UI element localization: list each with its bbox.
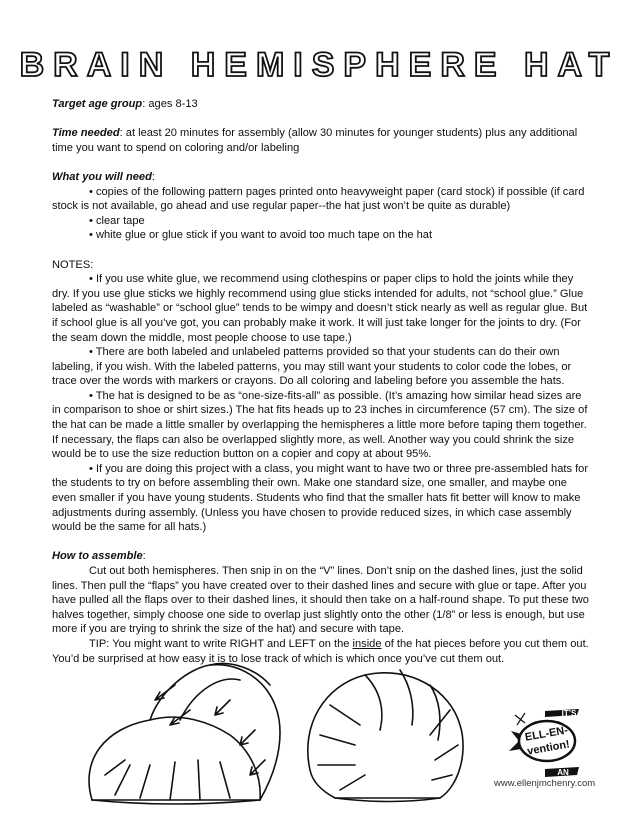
notes-heading: NOTES: xyxy=(52,258,94,271)
ellenvention-logo xyxy=(505,705,585,783)
right-hemisphere-drawing xyxy=(308,670,463,802)
logo-line-1: IT’S xyxy=(561,709,577,718)
logo-line-4: AN xyxy=(557,768,569,777)
time-needed-value: : at least 20 minutes for assembly (allow 30 minutes for younger students) plus any additional time you want to spend on coloring and/or labeling xyxy=(52,127,578,154)
note-item-2: • There are both labeled and unlabeled patterns provided so that your students can do their own labeling, if you wish. With the labeled patterns, you may still want your students to color code the lobes, or trace over the words with markers or crayons. Do all coloring and labeling before you assemble the hats. xyxy=(52,346,572,388)
time-needed-label: Time needed xyxy=(52,127,120,140)
need-item-3: • white glue or glue stick if you want to avoid too much tape on the hat xyxy=(89,229,433,242)
how-to-assemble-heading: How to assemble: xyxy=(52,550,146,563)
left-hemisphere-drawing xyxy=(89,664,280,804)
logo-line-3: vention! xyxy=(526,738,571,758)
tip-paragraph: TIP: You might want to write RIGHT and LEFT on the inside of the hat pieces before you cut them out. You’d be surprised at how easy it is to lose track of which is which once you’ve cut them out. xyxy=(52,637,589,665)
time-needed-line xyxy=(52,126,592,155)
need-item-1: • copies of the following pattern pages printed onto heavyweight paper (card stock) if possible (if card stock is not available, go ahead and use regular paper--the hat just won’t be quite as durable) xyxy=(52,185,585,213)
what-you-need-heading: What you will need: xyxy=(52,170,155,183)
website-url: www.ellenjmchenry.com xyxy=(494,778,596,789)
note-item-1: • If you use white glue, we recommend using clothespins or paper clips to hold the joints while they dry. If you use glue sticks we highly recommend using glue sticks intended for adults, not “school glue.” Glue labeled as “washable” or “school glue” tends to be wimpy and doesn’t stick nearly as well as regular glue. But if school glue is all you’ve got, you can probably make it work. It will just take longer for the joints to dry. (For the seam down the middle, most people choose to use tape.) xyxy=(52,273,588,344)
note-item-4: • If you are doing this project with a class, you might want to have two or three pre-assembled hats for the students to try on before assembling their own. Make one standard size, one smaller, and maybe one even smaller if you have young students. Students who find that the smaller hats fit better will know to make adjustments during assembly. (Unless you have chosen to provide reduced sizes, in which case assembly would be the same for all hats.) xyxy=(52,462,589,534)
assemble-paragraph: Cut out both hemispheres. Then snip in on the “V” lines. Don’t snip on the dashed lines, just the solid lines. Then pull the “flaps” you have created over to their dashed lines and secure with glue or tape. After you have pulled all the flaps over to their dashed lines, it should then take on a half-round shape. To put these two halves together, simply choose one side to overlap just slightly onto the other (1/8” or less is enough, but use more if you are trying to shrink the size of the hat) and secure with tape. xyxy=(52,565,589,636)
hat-illustration xyxy=(80,650,500,810)
target-age-value: : ages 8-13 xyxy=(142,98,198,110)
tip-underlined-word: inside xyxy=(352,637,382,650)
note-item-3: • The hat is designed to be as “one-size-fits-all” as possible. (It’s amazing how similar head sizes are in comparison to shoe or shirt sizes.) The hat fits heads up to 23 inches in circumference (57 cm). The size of the hat can be made a little smaller by overlapping the hemispheres a little more before taping them together. If necessary, the flaps can also be overlapped slightly more, as well. Another way you could shrink the size would be to use the size reduction button on a copier and copy at about 95%. xyxy=(52,389,588,461)
what-you-need-label: What you will need xyxy=(52,170,152,183)
page-title xyxy=(0,40,638,90)
page-title-text: BRAIN HEMISPHERE HAT xyxy=(19,46,619,84)
target-age-line xyxy=(52,97,592,112)
how-to-assemble-label: How to assemble xyxy=(52,550,143,563)
instructions-body xyxy=(52,97,592,666)
logo-line-2: ELL-EN- xyxy=(524,724,569,744)
need-item-2: • clear tape xyxy=(89,214,145,227)
target-age-label: Target age group xyxy=(52,98,143,110)
